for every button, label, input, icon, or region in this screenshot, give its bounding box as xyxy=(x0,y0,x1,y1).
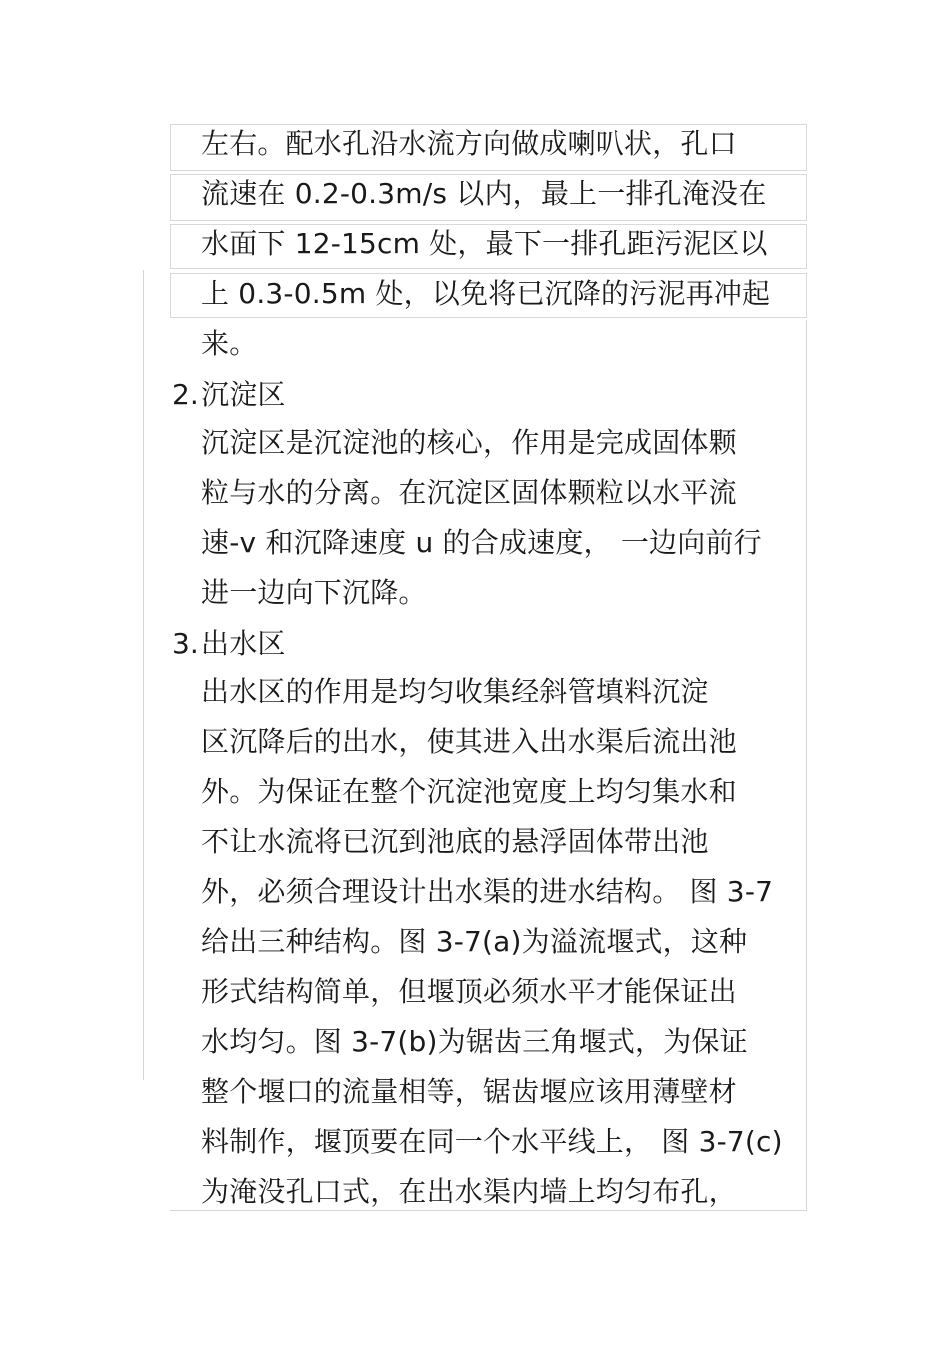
section-2-line: 粒与水的分离。在沉淀区固体颗粒以水平流 xyxy=(201,476,737,509)
intro-line: 上 0.3-0.5m 处，以免将已沉降的污泥再冲起 xyxy=(201,277,771,310)
section-3-line: 区沉降后的出水，使其进入出水渠后流出池 xyxy=(201,725,737,758)
section-3-line: 为淹没孔口式，在出水渠内墙上均匀布孔， xyxy=(201,1175,737,1208)
section-3-line: 形式结构简单，但堰顶必须水平才能保证出 xyxy=(201,975,737,1008)
section-3-line: 外，必须合理设计出水渠的进水结构。 图 3-7 xyxy=(201,875,774,908)
section-3-line: 水均匀。图 3-7(b)为锯齿三角堰式，为保证 xyxy=(201,1025,748,1058)
section-3-line: 整个堰口的流量相等，锯齿堰应该用薄壁材 xyxy=(201,1075,737,1108)
section-2-line: 速-v 和沉降速度 u 的合成速度， 一边向前行 xyxy=(201,526,762,559)
intro-line: 来。 xyxy=(201,327,258,360)
section-3-line: 不让水流将已沉到池底的悬浮固体带出池 xyxy=(201,825,709,858)
intro-line: 流速在 0.2-0.3m/s 以内，最上一排孔淹没在 xyxy=(201,177,767,210)
section-2-number: 2. xyxy=(172,378,199,411)
intro-line: 左右。配水孔沿水流方向做成喇叭状，孔口 xyxy=(201,127,737,160)
table-horizontal-line xyxy=(170,1210,807,1211)
section-2-line: 沉淀区是沉淀池的核心，作用是完成固体颗 xyxy=(201,426,737,459)
section-3-line: 料制作，堰顶要在同一个水平线上， 图 3-7(c) xyxy=(201,1125,783,1158)
table-vertical-line xyxy=(806,320,807,1210)
section-3-number: 3. xyxy=(172,627,199,660)
section-2-title: 沉淀区 xyxy=(201,378,286,411)
section-2-line: 进一边向下沉降。 xyxy=(201,576,427,609)
section-3-title: 出水区 xyxy=(201,627,286,660)
section-3-line: 外。为保证在整个沉淀池宽度上均匀集水和 xyxy=(201,775,737,808)
table-vertical-line xyxy=(143,270,144,1080)
section-3-line: 给出三种结构。图 3-7(a)为溢流堰式，这种 xyxy=(201,925,748,958)
intro-line: 水面下 12-15cm 处，最下一排孔距污泥区以 xyxy=(201,227,768,260)
section-3-line: 出水区的作用是均匀收集经斜管填料沉淀 xyxy=(201,675,709,708)
